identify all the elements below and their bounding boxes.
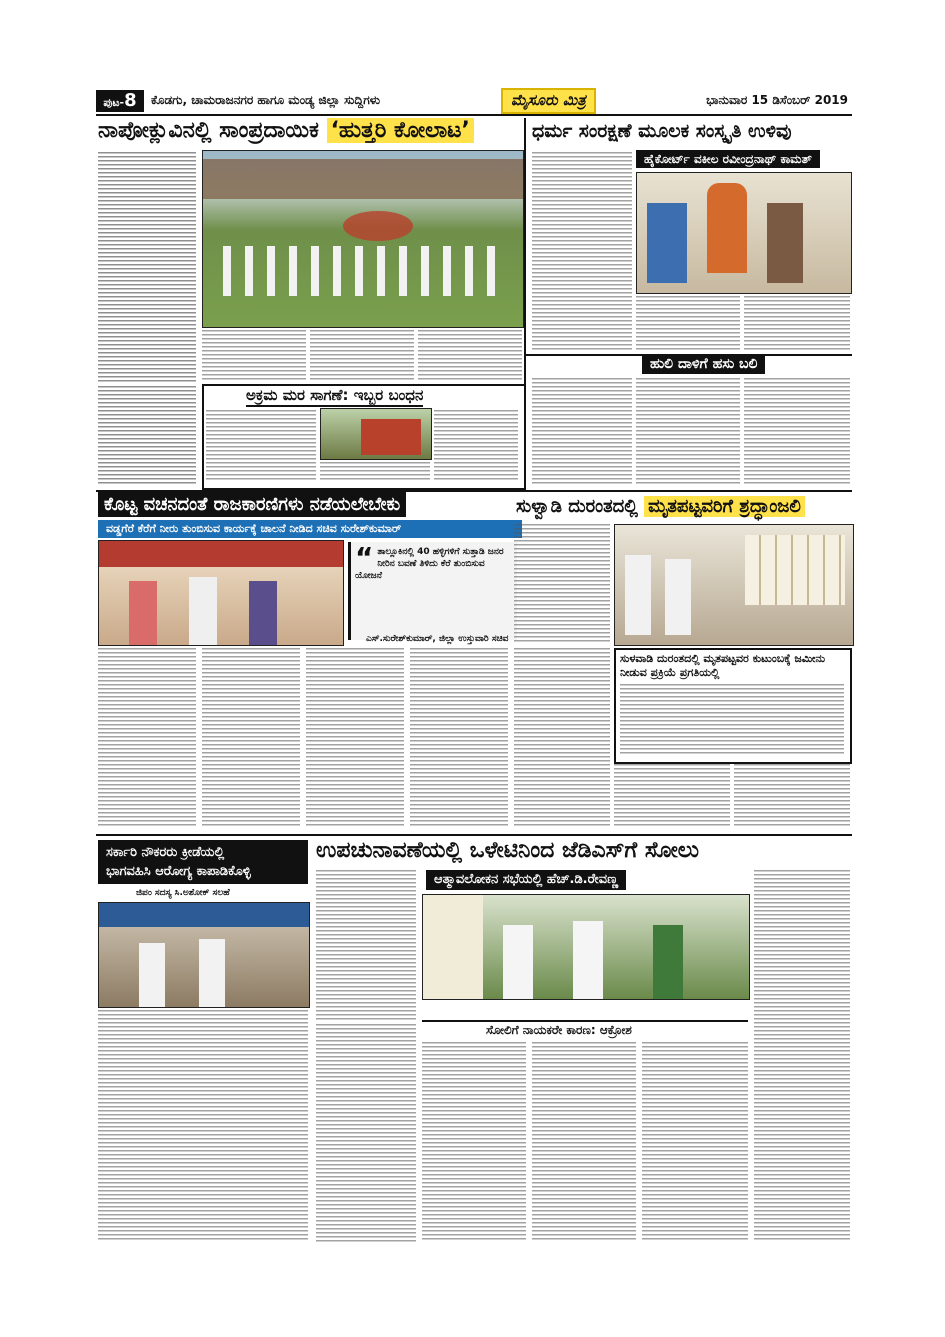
kolata-dance-photo — [202, 150, 524, 328]
quote-mark-icon: “ — [355, 542, 374, 574]
sarkari-headline-line1: ಸರ್ಕಾರಿ ನೌಕರರು ಕ್ರೀಡೆಯಲ್ಲಿ — [106, 845, 225, 860]
dharma-text-3 — [744, 296, 850, 352]
upa-text-5 — [642, 1042, 748, 1242]
upa-text-3 — [422, 1042, 526, 1242]
section-divider — [96, 834, 852, 836]
kotta-text-1 — [98, 648, 196, 828]
revanna-photo-caption — [422, 1000, 748, 1018]
sulwadi-box-text — [620, 684, 844, 756]
napoklu-headline — [98, 120, 474, 142]
sarkari-headline-box — [98, 840, 308, 884]
revanna-meeting-photo — [422, 894, 750, 1000]
sulwadi-headline — [516, 498, 805, 516]
napoklu-article-text — [98, 152, 196, 382]
kotta-text-4 — [410, 648, 508, 828]
sulwadi-text-2 — [514, 648, 610, 828]
akrama-headline: ಅಕ್ರಮ ಮರ ಸಾಗಣೆ: ಇಬ್ಬರ ಬಂಧನ — [246, 388, 423, 407]
page-header — [96, 88, 852, 116]
kotta-headline — [98, 496, 406, 514]
kotta-text-3 — [306, 648, 404, 828]
napoklu-text-col2 — [202, 330, 306, 382]
dharma-event-photo — [636, 172, 852, 294]
page-number: 8 — [124, 90, 137, 111]
page-number-box — [96, 90, 144, 112]
tribute-photo — [614, 524, 854, 646]
napoklu-text-col4 — [418, 330, 522, 382]
dharma-text-2 — [636, 296, 740, 352]
minister-quote — [348, 542, 517, 640]
sulwadi-text-4 — [734, 764, 850, 828]
sulwadi-headline-main: ಸುಳ್ವಾಡಿ ದುರಂತದಲ್ಲಿ — [516, 496, 645, 517]
upa-text-right — [754, 870, 850, 1242]
sulwadi-subhead: ಸುಳವಾಡಿ ದುರಂತದಲ್ಲಿ ಮೃತಪಟ್ಟವರ ಕುಟುಂಬಕ್ಕೆ ಜಮೀನು ನೀಡುವ ಪ್ರಕ್ರಿಯೆ ಪ್ರಗತಿಯಲ್ಲಿ — [620, 652, 826, 679]
section-title: ಕೊಡಗು, ಚಾಮರಾಜನಗರ ಹಾಗೂ ಮಂಡ್ಯ ಜಿಲ್ಲಾ ಸುದ್ದಿಗಳು — [151, 93, 381, 107]
sulwadi-text-1 — [514, 524, 610, 644]
quote-text: ತಾಲ್ಲೂಕಿನಲ್ಲಿ 40 ಹಳ್ಳಿಗಳಿಗೆ ಸುತ್ತಾಡಿ ಜನರ ನೀರಿನ ಬವಣೆ ತಿಳಿದು ಕೆರೆ ತುಂಬಿಸುವ ಯೋಜನೆ — [355, 547, 504, 581]
page-label: ಪುಟ- — [103, 96, 125, 109]
upachunavane-headline: ಉಪಚುನಾವಣೆಯಲ್ಲಿ ಒಳೇಟಿನಿಂದ ಜೆಡಿಎಸ್‌ಗೆ ಸೋಲು — [316, 838, 700, 863]
upa-text-2 — [316, 1024, 416, 1242]
huli-headline: ಹುಲಿ ದಾಳಿಗೆ ಹಸು ಬಲಿ — [642, 354, 765, 374]
lamp-lighting-photo — [98, 540, 344, 646]
napoklu-text-col3 — [310, 330, 414, 382]
kotta-headline-text: ಕೊಟ್ಟ ವಚನದಂತೆ ರಾಜಕಾರಣಿಗಳು ನಡೆಯಲೇಬೇಕು — [98, 492, 406, 517]
quote-author: ಎಸ್.ಸುರೇಶ್‌ಕುಮಾರ್, ಜಿಲ್ಲಾ ಉಸ್ತುವಾರಿ ಸಚಿವ — [366, 634, 509, 644]
huli-text-2 — [636, 378, 740, 486]
sarkari-byline: ಜಿಪಂ ಸದಸ್ಯ ಸಿ.ಅಶೋಕ್ ಸಲಹೆ — [136, 888, 230, 898]
huli-text-1 — [532, 378, 632, 486]
dharma-text-1 — [532, 152, 632, 352]
newspaper-page — [96, 88, 852, 1248]
issue-date: ಭಾನುವಾರ 15 ಡಿಸೆಂಬರ್ 2019 — [706, 93, 848, 107]
sarkari-headline-line2: ಭಾಗವಹಿಸಿ ಆರೋಗ್ಯ ಕಾಪಾಡಿಕೊಳ್ಳಿ — [106, 864, 251, 879]
napoklu-headline-main: ನಾಪೋಕ್ಲುವಿನಲ್ಲಿ ಸಾಂಪ್ರದಾಯಿಕ — [98, 118, 327, 143]
akrama-text-1 — [206, 410, 316, 482]
napoklu-headline-highlight: ‘ಹುತ್ತರಿ ಕೋಲಾಟ’ — [327, 118, 474, 143]
dharma-headline: ಧರ್ಮ ಸಂರಕ್ಷಣೆ ಮೂಲಕ ಸಂಸ್ಕೃತಿ ಉಳಿವು — [532, 120, 792, 142]
sarkari-text — [98, 1010, 308, 1242]
sulwadi-headline-highlight: ಮೃತಪಟ್ಟವರಿಗೆ ಶ್ರದ್ಧಾಂಜಲಿ — [644, 496, 805, 517]
kotta-subhead: ವಡ್ಡಗೆರೆ ಕೆರೆಗೆ ನೀರು ತುಂಬಿಸುವ ಕಾರ್ಯಕ್ಕೆ ಚಾಲನೆ ನೀಡಿದ ಸಚಿವ ಸುರೇಶ್‌ಕುಮಾರ್ — [98, 520, 522, 538]
upa-text-1 — [316, 870, 416, 1020]
upa-subhead2: ಸೋಲಿಗೆ ನಾಯಕರೇ ಕಾರಣ: ಆಕ್ರೋಶ — [486, 1023, 632, 1037]
masthead-logo: ಮೈಸೂರು ಮಿತ್ರ — [501, 88, 596, 114]
upa-subhead: ಆತ್ಮಾವಲೋಕನ ಸಭೆಯಲ್ಲಿ ಹೆಚ್.ಡಿ.ರೇವಣ್ಣ — [426, 870, 626, 890]
akrama-text-2 — [320, 462, 430, 482]
napoklu-text-cont — [98, 386, 196, 486]
kotta-text-2 — [202, 648, 300, 828]
arrest-photo — [320, 408, 432, 460]
akrama-text-3 — [434, 410, 518, 482]
huli-text-3 — [744, 378, 850, 486]
sports-event-photo — [98, 902, 310, 1008]
sulwadi-text-3 — [614, 764, 730, 828]
dharma-subhead: ಹೈಕೋರ್ಟ್ ವಕೀಲ ರವೀಂದ್ರನಾಥ್ ಕಾಮತ್ — [636, 150, 820, 168]
upa-text-4 — [532, 1042, 636, 1242]
